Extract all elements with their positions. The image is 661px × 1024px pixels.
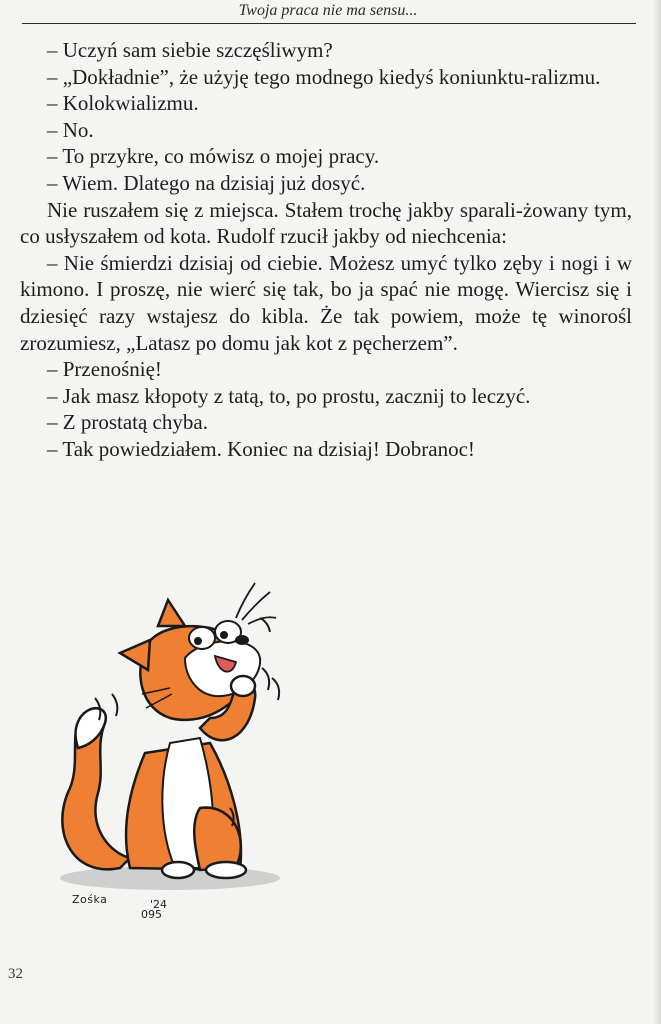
dialogue-line: – Kolokwializmu. <box>47 91 199 116</box>
cat-speech-paragraph: – Nie śmierdzi dzisiaj od ciebie. Możesz umyć tylko zęby i nogi i w kimono. I proszę, nie wierć się tak, bo ja spać nie mogę. Wiercisz się i dziesięć razy wstajesz do kibla. Że tak powiem, może tę winorośl zrozumiesz, „Latasz po domu jak kot z pęcherzem”. <box>20 250 632 355</box>
motion-mark <box>262 668 269 690</box>
narration-paragraph: Nie ruszałem się z miejsca. Stałem trochę jakby sparali-żowany tym, co usłyszałem od kota. Rudolf rzucił jakby od niechcenia: <box>20 197 632 249</box>
cat-pupil <box>220 631 228 639</box>
cat-paw <box>231 676 255 696</box>
dialogue-line: – Przenośnię! <box>47 357 162 382</box>
cat-whisker <box>236 583 255 618</box>
text-block <box>20 37 632 463</box>
dialogue-line: – „Dokładnie”, że użyję tego modnego kiedyś koniunktu-ralizmu. <box>47 64 601 89</box>
running-title: Twoja praca nie ma sensu... <box>238 2 418 19</box>
cat-nose <box>235 635 249 645</box>
cat-ear-right <box>158 600 185 626</box>
header-rule <box>22 23 636 24</box>
cat-paw <box>162 862 194 878</box>
motion-mark <box>272 678 279 700</box>
cat-ear-left <box>120 640 150 670</box>
dialogue-line: – Jak masz kłopoty z tatą, to, po prostu, zacznij to leczyć. <box>47 383 531 408</box>
signature-year: '24 <box>150 898 168 911</box>
dialogue-line: – To przykre, co mówisz o mojej pracy. <box>47 144 380 169</box>
motion-mark <box>112 694 117 716</box>
motion-mark <box>260 618 270 632</box>
cat-paw <box>206 862 246 878</box>
dialogue-line: – Wiem. Dlatego na dzisiaj już dosyć. <box>47 170 366 195</box>
page-number: 32 <box>8 966 23 982</box>
cat-eye <box>189 627 215 649</box>
dialogue-line: – No. <box>47 117 94 142</box>
dialogue-line: – Tak powiedziałem. Koniec na dzisiaj! Dobranoc! <box>47 436 475 461</box>
dialogue-line: – Z prostatą chyba. <box>47 410 208 435</box>
dialogue-line: – Uczyń sam siebie szczęśliwym? <box>47 38 333 62</box>
signature-code: 095 <box>141 908 162 921</box>
cat-illustration <box>50 578 290 923</box>
artist-signature: Zośka <box>72 893 108 906</box>
cat-pupil <box>194 637 202 645</box>
page-edge <box>653 0 661 1024</box>
